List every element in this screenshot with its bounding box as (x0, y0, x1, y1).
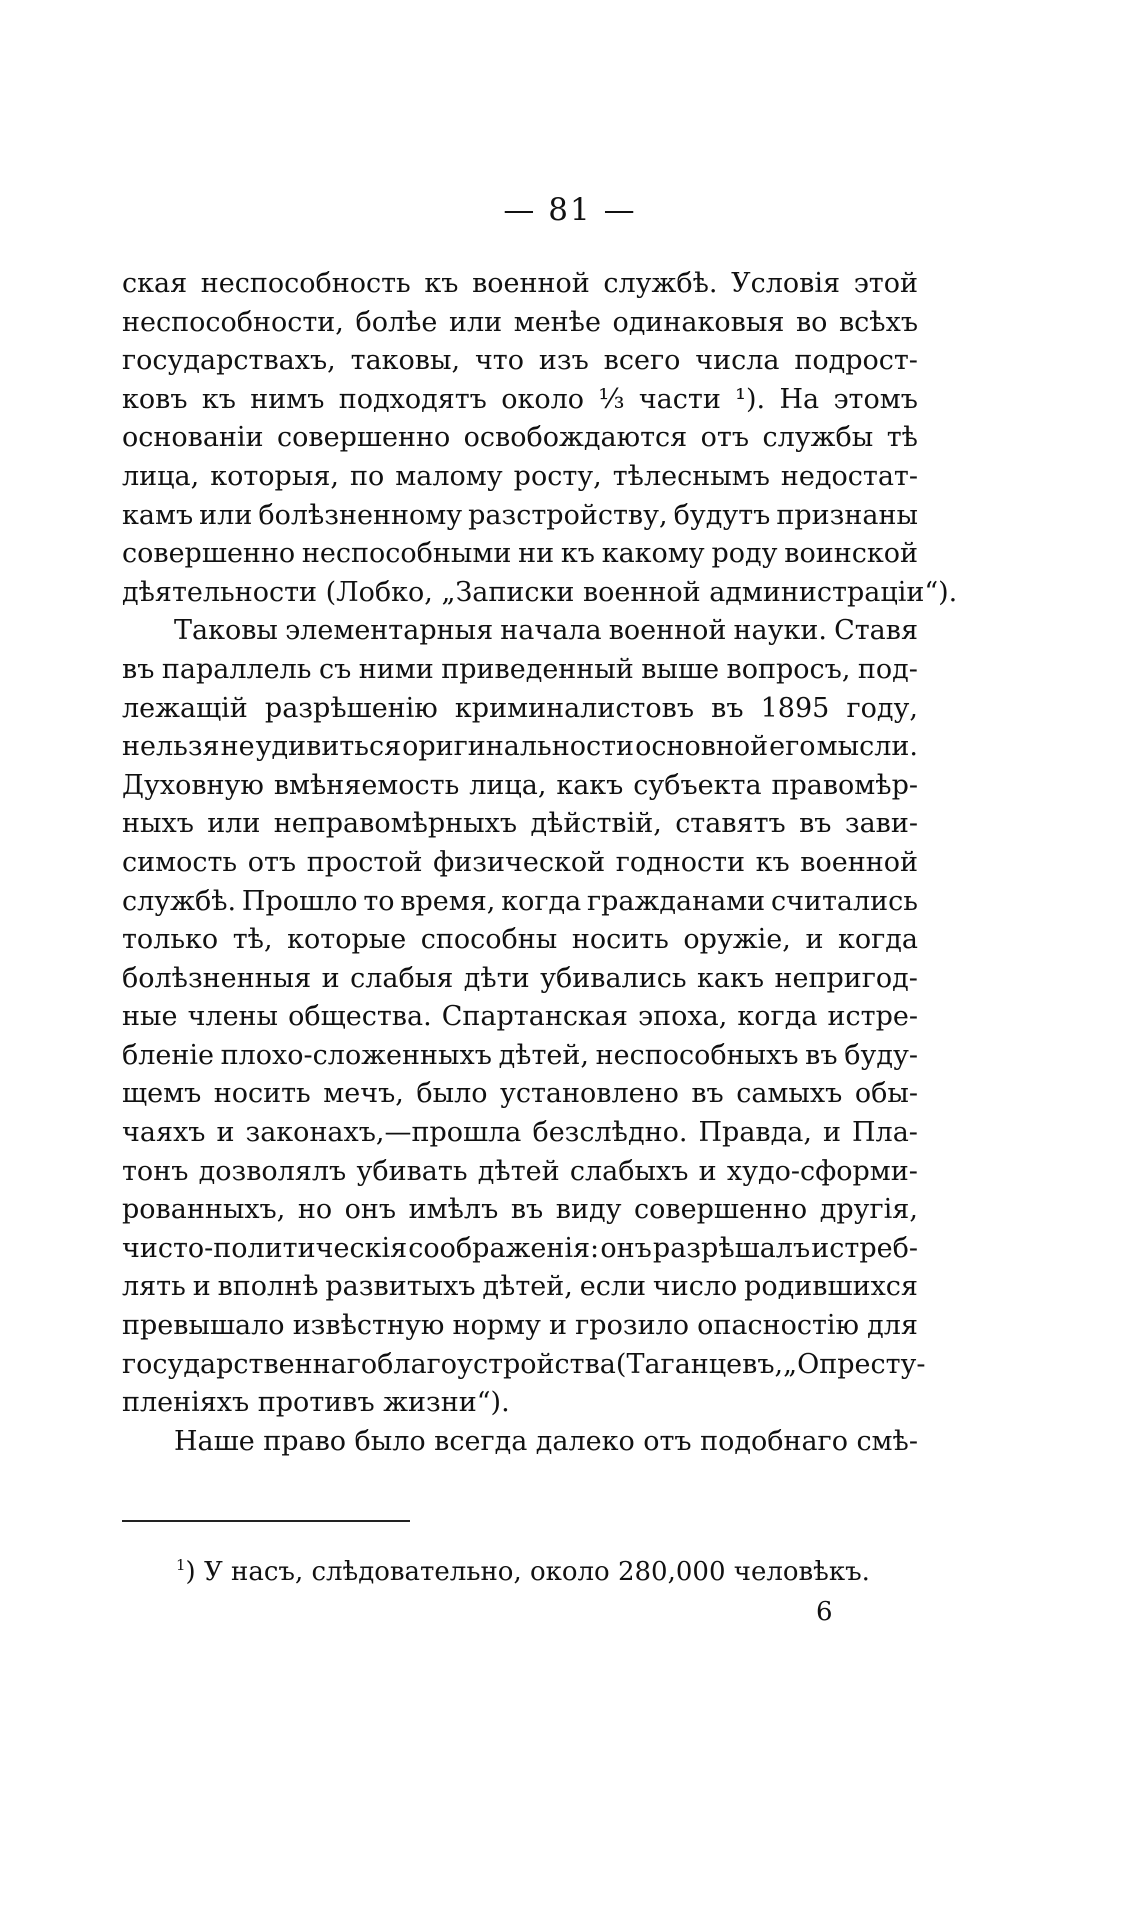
paragraph (122, 612, 926, 1422)
text-line: бленіе плохо-сложенныхъ дѣтей, неспособныхъ въ буду- (122, 1039, 918, 1071)
text-line: Духовную вмѣняемость лица, какъ субъекта правомѣр- (122, 769, 918, 801)
footnote-marker: 1 (176, 1556, 186, 1574)
text-line: лица, которыя, по малому росту, тѣлеснымъ недостат- (122, 460, 918, 492)
text-line: Наше право было всегда далеко отъ подобнаго смѣ- (174, 1425, 918, 1457)
text-line: симость отъ простой физической годности къ военной (122, 846, 918, 878)
text-line: превышало извѣстную норму и грозило опасностію для (122, 1310, 918, 1342)
text-line: рованныхъ, но онъ имѣлъ въ виду совершенно другія, (122, 1194, 918, 1226)
text-line: болѣзненныя и слабыя дѣти убивались какъ непригод- (122, 962, 918, 994)
text-line: ные члены общества. Спартанская эпоха, когда истре- (122, 1001, 918, 1033)
page-number: — 81 — (503, 192, 637, 228)
text-line: только тѣ, которые способны носить оружіе, и когда (122, 924, 918, 956)
text-line: Таковы элементарныя начала военной науки. Ставя (174, 615, 918, 647)
text-line: въ параллель съ ними приведенный выше вопросъ, под- (122, 653, 918, 685)
text-line: государствахъ, таковы, что изъ всего числа подрост- (122, 345, 918, 377)
paragraph (122, 265, 958, 612)
text-line: основаніи совершенно освобождаются отъ службы тѣ (122, 422, 918, 454)
text-line: лять и вполнѣ развитыхъ дѣтей, если число родившихся (122, 1271, 918, 1303)
footnote (176, 1556, 870, 1587)
text-line: нельзя не удивиться оригинальности основной его мысли. (122, 731, 918, 763)
footnote-text: ) У насъ, слѣдовательно, около 280,000 человѣкъ. (185, 1557, 870, 1587)
text-line: совершенно неспособными ни къ какому роду воинской (122, 538, 918, 570)
text-line: щемъ носить мечъ, было установлено въ самыхъ обы- (122, 1078, 918, 1110)
text-line: камъ или болѣзненному разстройству, будутъ признаны (122, 499, 918, 531)
body-text (122, 265, 958, 1461)
text-line: государственнаго благоустройства (Таганцевъ, „О престу- (122, 1348, 926, 1380)
footnote-separator (122, 1520, 410, 1522)
text-line: дѣятельности (Лобко, „Записки военной администраціи“). (122, 576, 958, 608)
text-line: ковъ къ нимъ подходятъ около ⅓ части ¹). На этомъ (122, 383, 918, 415)
text-line: лежащій разрѣшенію криминалистовъ въ 1895 году, (122, 692, 918, 724)
text-line: ская неспособность къ военной службѣ. Условія этой (122, 268, 918, 299)
text-line: службѣ. Прошло то время, когда гражданами считались (122, 885, 918, 917)
signature-mark: 6 (816, 1597, 833, 1627)
text-line: чаяхъ и законахъ,—прошла безслѣдно. Правда, и Пла- (122, 1117, 918, 1149)
text-line: ныхъ или неправомѣрныхъ дѣйствій, ставятъ въ зави- (122, 808, 918, 840)
text-line: пленіяхъ противъ жизни“). (122, 1387, 510, 1419)
text-line: неспособности, болѣе или менѣе одинаковыя во всѣхъ (122, 306, 918, 338)
paragraph (122, 1423, 918, 1462)
text-line: тонъ дозволялъ убивать дѣтей слабыхъ и худо-сформи- (122, 1155, 918, 1187)
text-line: чисто-политическія соображенія: онъ разрѣшалъ истреб- (122, 1232, 918, 1264)
